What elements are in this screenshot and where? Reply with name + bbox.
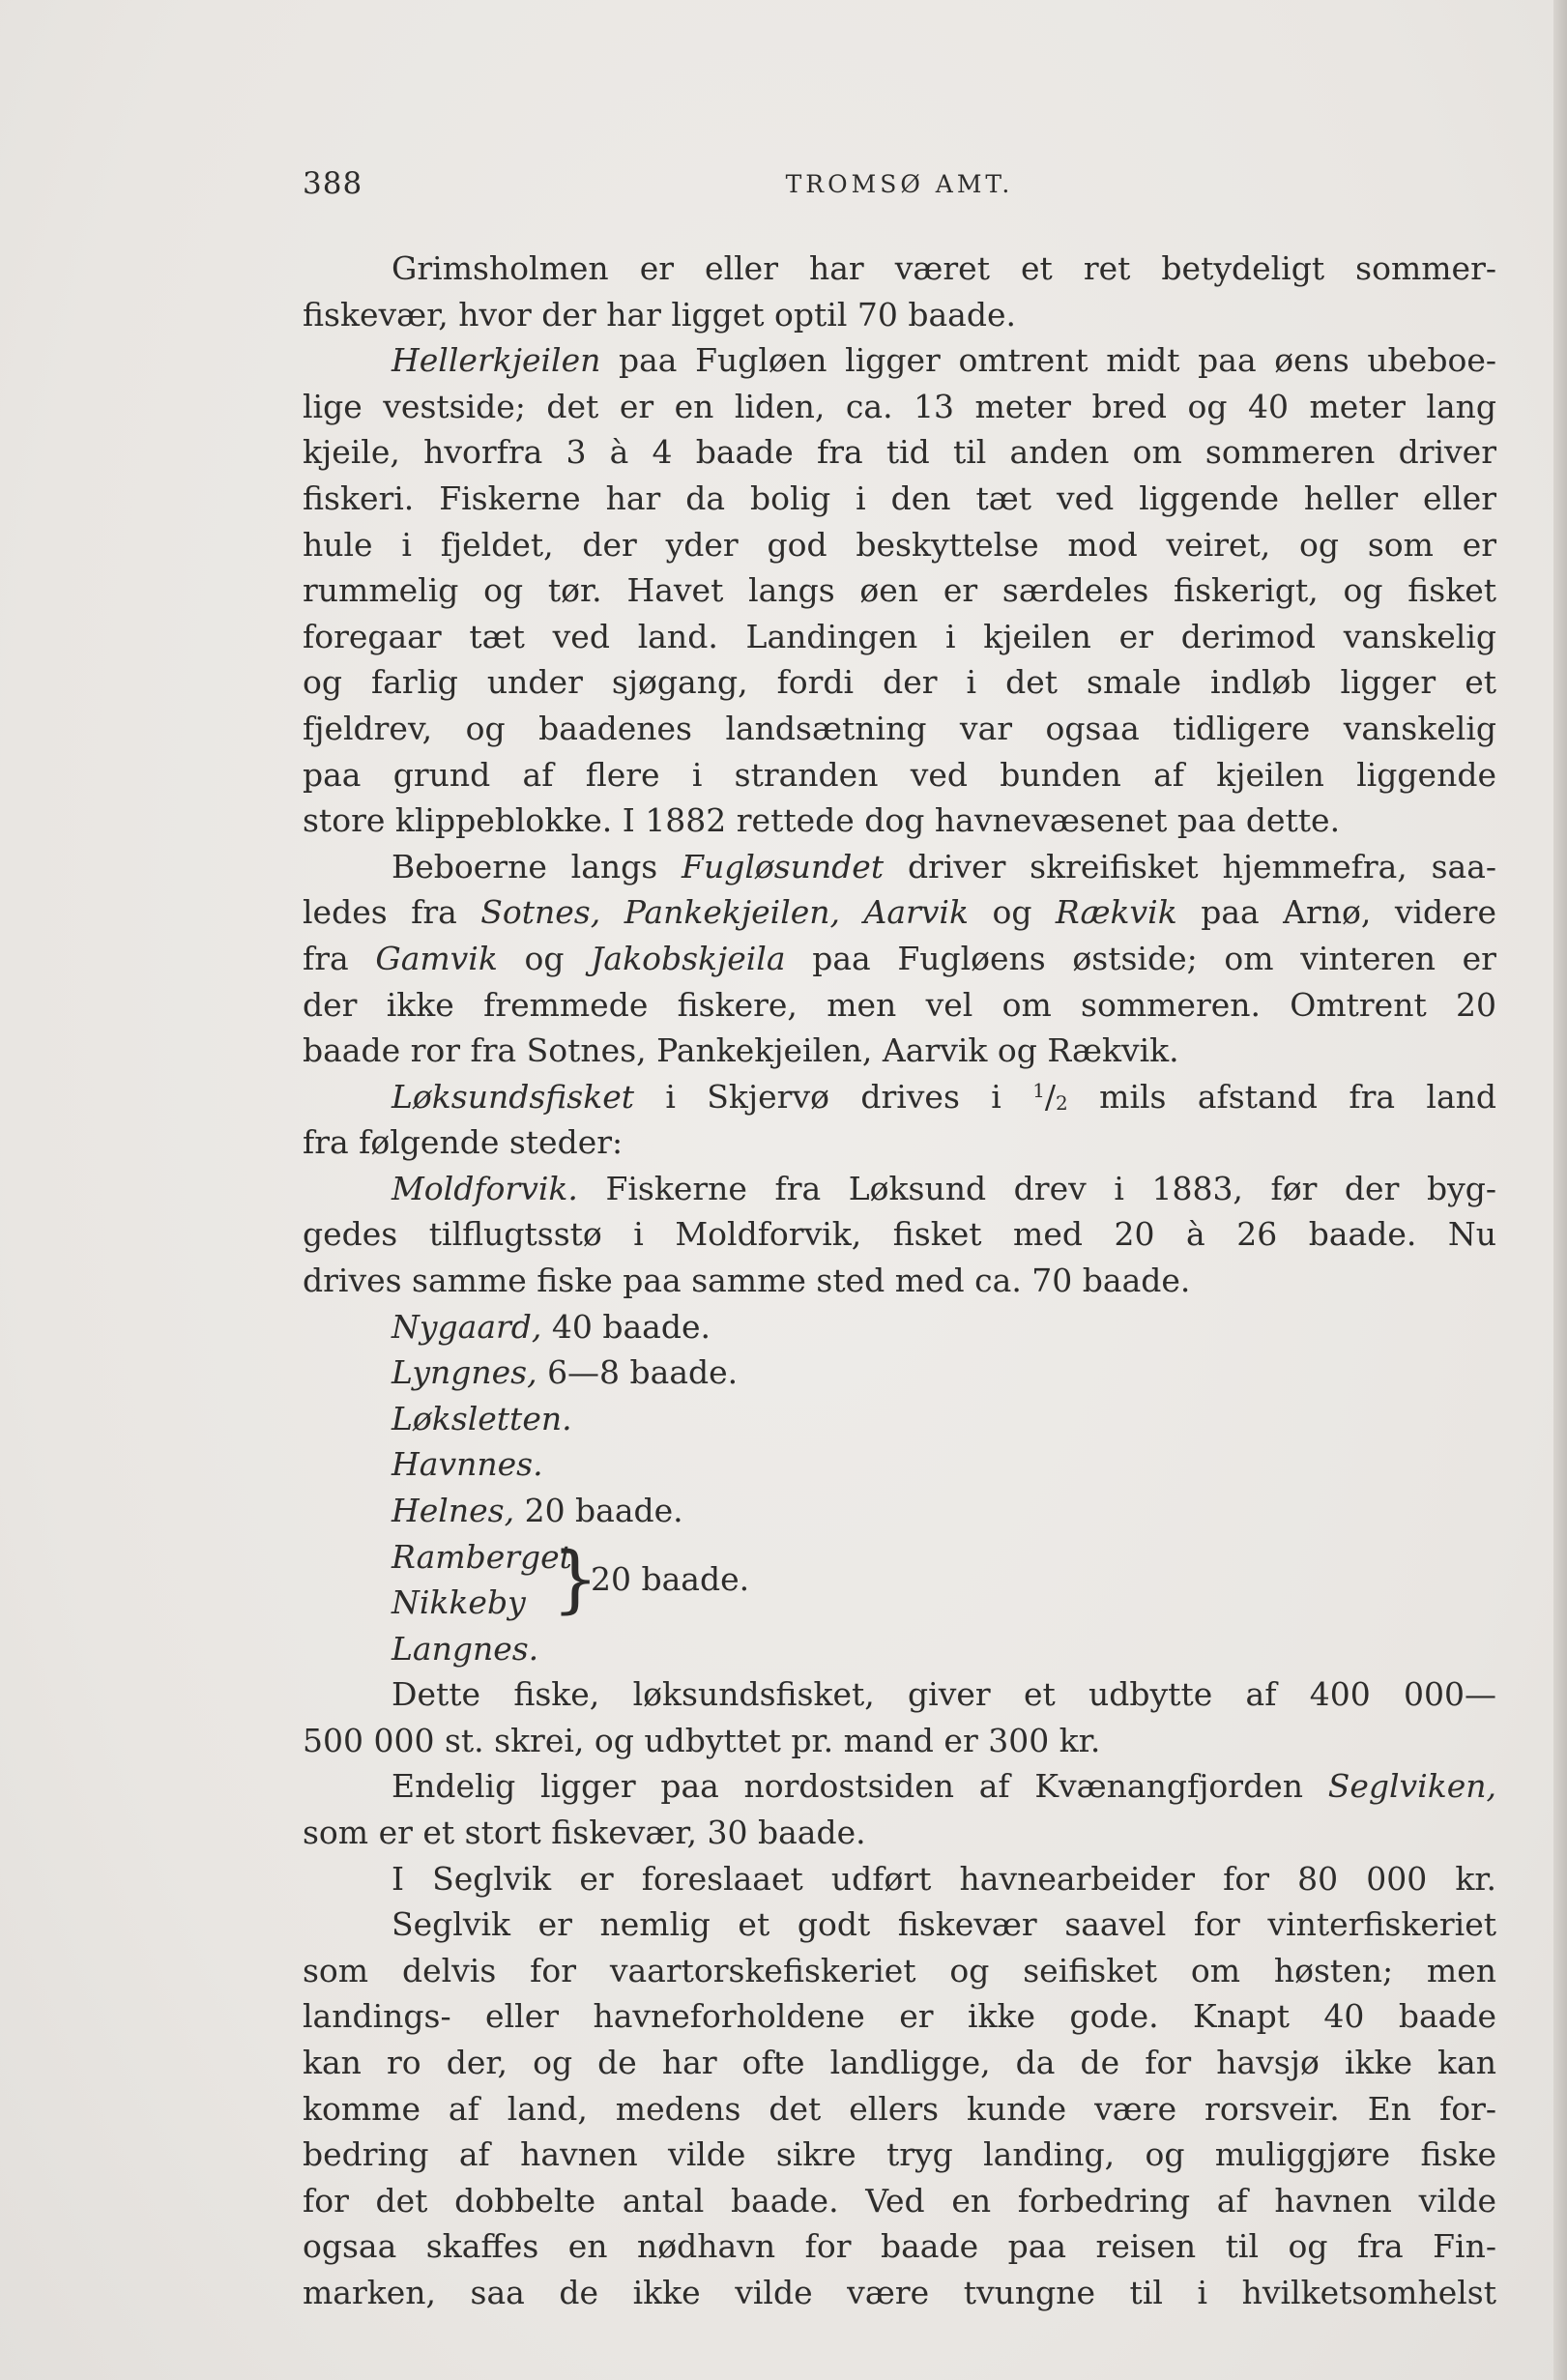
place-name: Hellerkjeilen xyxy=(392,341,601,380)
place-name: Moldforvik. xyxy=(392,1169,578,1207)
place-name: Nikkeby xyxy=(392,1583,526,1622)
place-name: Havnnes. xyxy=(392,1445,543,1484)
place-name: Pankekjeilen, xyxy=(624,893,841,932)
text-line: Hellerkjeilen paa Fugløen ligger omtrent midt paa øens ubeboe- xyxy=(392,341,1496,380)
page-edge xyxy=(1553,0,1567,2380)
text-line: Endelig ligger paa nordostsiden af Kvænangfjorden Seglviken, xyxy=(392,1767,1496,1806)
text-line: og farlig under sjøgang, fordi der i det smale indløb ligger et xyxy=(303,663,1496,702)
text-line: lige vestside; det er en liden, ca. 13 meter bred og 40 meter lang xyxy=(303,387,1496,425)
text-line: der ikke fremmede fiskere, men vel om sommeren. Omtrent 20 xyxy=(303,985,1496,1024)
running-title: TROMSØ AMT. xyxy=(785,170,1014,198)
list-amount: 20 baade. xyxy=(591,1559,750,1598)
list-item: Nygaard, 40 baade. xyxy=(392,1307,711,1346)
text-line: I Seglvik er foreslaaet udført havnearbeider for 80 000 kr. xyxy=(392,1859,1496,1898)
text-line: rummelig og tør. Havet langs øen er særdeles fiskerigt, og fisket xyxy=(303,571,1496,610)
place-name: Aarvik xyxy=(863,893,969,932)
place-name: Rækvik xyxy=(1055,893,1177,932)
place-name: Helnes, xyxy=(392,1492,515,1530)
text-line: Løksundsfisket i Skjervø drives i $^1/_2$ mils afstand fra land xyxy=(392,1077,1496,1116)
text-line: kjeile, hvorfra 3 à 4 baade fra tid til anden om sommeren driver xyxy=(303,433,1496,472)
text-line: gedes tilflugtsstø i Moldforvik, fisket med 20 à 26 baade. Nu xyxy=(303,1215,1496,1254)
text-line: Dette fiske, løksundsfisket, giver et udbytte af 400 000— xyxy=(392,1675,1496,1714)
list-item xyxy=(303,1626,1496,1672)
text-line: fra følgende steder: xyxy=(303,1123,624,1162)
text-line: Moldforvik. Fiskerne fra Løksund drev i 1883, før der byg- xyxy=(392,1169,1496,1207)
place-name: Fugløsundet xyxy=(682,847,885,885)
text-line: paa grund af flere i stranden ved bunden af kjeilen liggende xyxy=(303,755,1496,794)
text-line: fiskevær, hvor der har ligget optil 70 baade. xyxy=(303,295,1016,334)
list-item xyxy=(303,1441,1496,1488)
text-line: fjeldrev, og baadenes landsætning var ogsaa tidligere vanskelig xyxy=(303,709,1496,747)
text-line: baade ror fra Sotnes, Pankekjeilen, Aarvik og Rækvik. xyxy=(303,1031,1179,1070)
place-name: Langnes. xyxy=(392,1629,539,1668)
text-line: kan ro der, og de har ofte landligge, da de for havsjø ikke kan xyxy=(303,2043,1496,2081)
list-item xyxy=(303,1396,1496,1442)
text-line: fra Gamvik og Jakobskjeila paa Fugløens østside; om vinteren er xyxy=(303,939,1496,977)
list-item: Lyngnes, 6—8 baade. xyxy=(392,1353,739,1392)
place-name: Sotnes, xyxy=(480,893,601,932)
text-line: 500 000 st. skrei, og udbyttet pr. mand er 300 kr. xyxy=(303,1721,1101,1759)
place-name: Jakobskjeila xyxy=(591,939,786,977)
brace: } xyxy=(552,1534,599,1621)
text-line: ogsaa skaffes en nødhavn for baade paa reisen til og fra Fin- xyxy=(303,2227,1496,2266)
text-line: komme af land, medens det ellers kunde være rorsveir. En for- xyxy=(303,2089,1496,2128)
text-line: Seglvik er nemlig et godt fiskevær saavel for vinterfiskeriet xyxy=(392,1905,1496,1944)
text-line: for det dobbelte antal baade. Ved en forbedring af havnen vilde xyxy=(303,2181,1496,2220)
fraction: $^1/_2$ xyxy=(1032,1077,1068,1116)
text-line: hule i fjeldet, der yder god beskyttelse mod veiret, og som er xyxy=(303,525,1496,564)
place-name: Nygaard, xyxy=(392,1307,542,1346)
running-header xyxy=(303,166,1496,205)
text-line: marken, saa de ikke vilde være tvungne til i hvilketsomhelst xyxy=(303,2273,1496,2311)
place-name: Gamvik xyxy=(375,939,498,977)
text-line: drives samme fiske paa samme sted med ca. 70 baade. xyxy=(303,1262,1191,1300)
page-number: 388 xyxy=(303,166,363,201)
list-item: Helnes, 20 baade. xyxy=(392,1492,683,1530)
place-name: Løksletten. xyxy=(392,1399,572,1437)
text-line: Beboerne langs Fugløsundet driver skreifisket hjemmefra, saa- xyxy=(392,847,1497,885)
place-name: Seglviken, xyxy=(1327,1767,1496,1806)
text-line: store klippeblokke. I 1882 rettede dog havnevæsenet paa dette. xyxy=(303,801,1341,840)
text-line: Grimsholmen er eller har været et ret betydeligt sommer- xyxy=(392,249,1496,287)
text-line: bedring af havnen vilde sikre tryg landing, og muliggjøre fiske xyxy=(303,2135,1496,2174)
text-line: som er et stort fiskevær, 30 baade. xyxy=(303,1814,866,1851)
text-line: ledes fra Sotnes, Pankekjeilen, Aarvik og Rækvik paa Arnø, videre xyxy=(303,893,1496,932)
text-line: som delvis for vaartorskefiskeriet og seifisket om høsten; men xyxy=(303,1951,1496,1989)
place-name: Ramberget xyxy=(392,1537,572,1576)
place-name: Lyngnes, xyxy=(392,1353,537,1392)
text-line: landings- eller havneforholdene er ikke gode. Knapt 40 baade xyxy=(303,1997,1496,2036)
list-item-group xyxy=(303,1534,1496,1626)
text-line: fiskeri. Fiskerne har da bolig i den tæt ved liggende heller eller xyxy=(303,479,1496,517)
body-text xyxy=(303,246,1496,2316)
text-line: foregaar tæt ved land. Landingen i kjeilen er derimod vanskelig xyxy=(303,617,1496,655)
section-name: Løksundsfisket xyxy=(392,1077,635,1116)
